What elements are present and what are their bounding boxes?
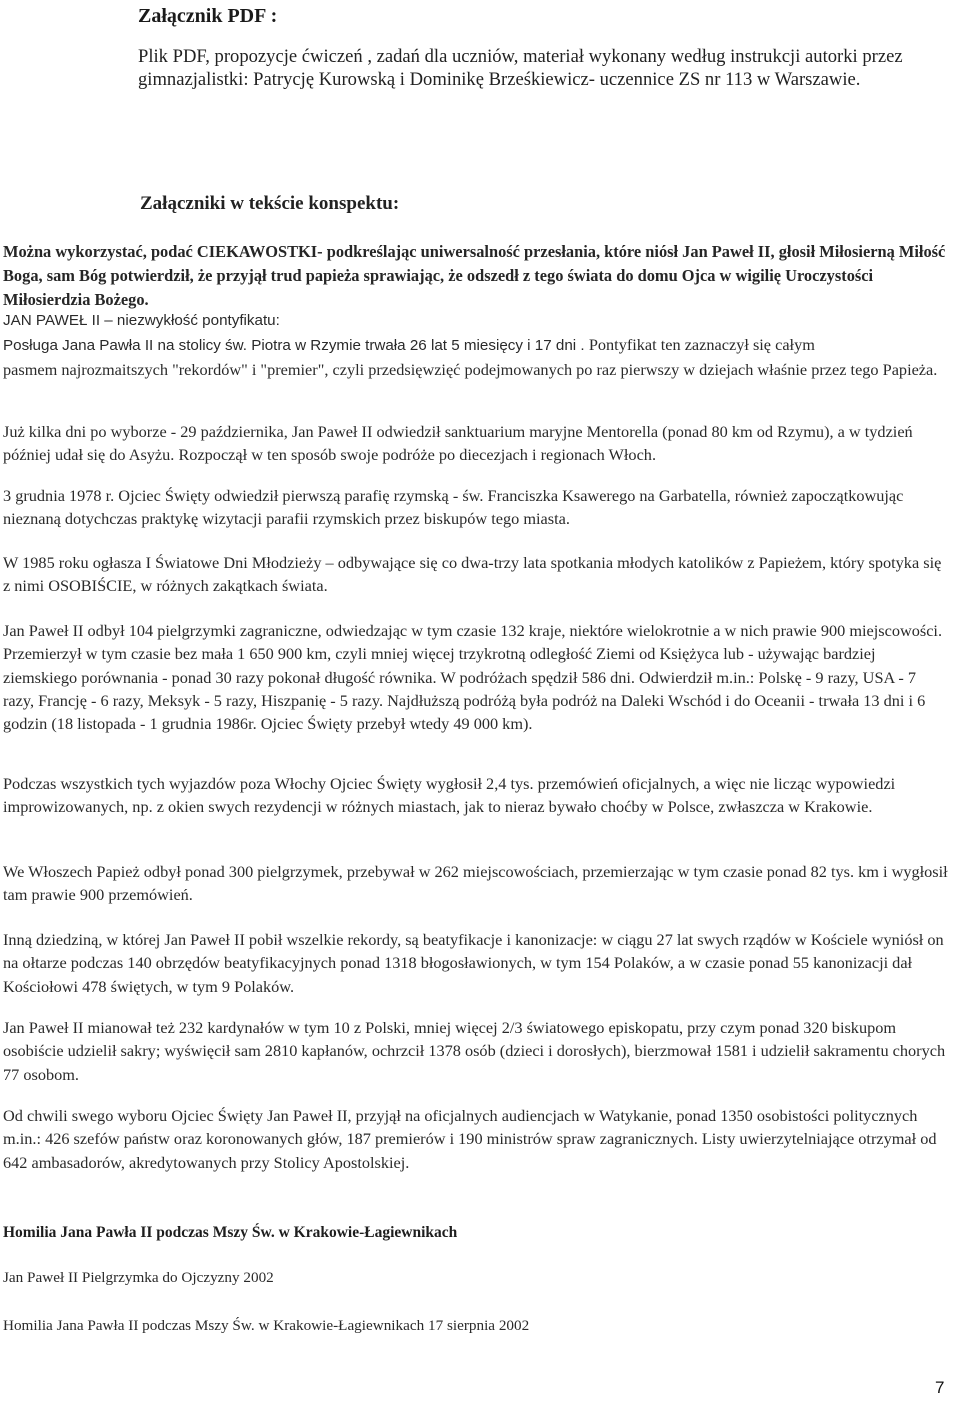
attachment-heading: Załącznik PDF : — [138, 5, 278, 27]
paragraph: We Włoszech Papież odbył ponad 300 pielgrzymek, przebywał w 262 miejscowościach, przemierzając w tym czasie ponad 82 tys. km i wygłosił tam prawie 900 przemówień. — [3, 862, 948, 905]
pontificate-duration-line — [3, 335, 815, 356]
intro-paragraph: Plik PDF, propozycje ćwiczeń , zadań dla uczniów, materiał wykonany według instrukcji autorki przez gimnazjalistki: Patrycję Kurowską i Dominikę Brześkiewicz- uczennice ZS nr 113 w Warszawie. — [138, 46, 903, 90]
section-heading: Załączniki w tekście konspektu: — [140, 193, 400, 214]
paragraph: Inną dziedziną, w której Jan Paweł II pobił wszelkie rekordy, są beatyfikacje i kanonizacje: w ciągu 27 lat swych rządów w Kościele wyniósł on na ołtarze podczas 140 obrzędów beatyfikacyjnych ponad 1318 błogosławionych, w tym 154 Polaków, a w czasie ponad 55 kanonizacji dał Kościołowi 478 świętych, w tym 9 Polaków. — [3, 930, 944, 996]
paragraph: Już kilka dni po wyborze - 29 października, Jan Paweł II odwiedził sanktuarium maryjne Mentorella (ponad 80 km od Rzymu), a w tydzień później udał się do Asyżu. Rozpoczął w ten sposób swoje podróże po diecezjach i regionach Włoch. — [3, 422, 913, 465]
paragraph: 3 grudnia 1978 r. Ojciec Święty odwiedził pierwszą parafię rzymską - św. Franciszka Ksawerego na Garbatella, również zapoczątkowując nieznaną dotychczas praktykę wizytacji parafii rzymskich przez biskupów tego miasta. — [3, 486, 904, 529]
pilgrimage-line: Jan Paweł II Pielgrzymka do Ojczyzny 2002 — [3, 1269, 274, 1286]
paragraph: W 1985 roku ogłasza I Światowe Dni Młodzieży – odbywające się co dwa-trzy lata spotkania młodych katolików z Papieżem, który spotyka się z nimi OSOBIŚCIE, w różnych zakątkach świata. — [3, 553, 942, 596]
pontificate-note-inline: Pontyfikat ten zaznaczył się całym — [588, 335, 815, 354]
paragraph: Podczas wszystkich tych wyjazdów poza Włochy Ojciec Święty wygłosił 2,4 tys. przemówień oficjalnych, a więc nie licząc wypowiedzi improwizowanych, np. z okien swych rezydencji w różnych miastach, jak to nieraz bywało choćby w Polsce, zwłaszcza w Krakowie. — [3, 774, 896, 817]
pontificate-records-paragraph: pasmem najrozmaitszych "rekordów" i "premier", czyli przedsięwzięć podejmowanych po raz pierwszy w dziejach właśnie przez tego Papieża. — [3, 360, 938, 379]
pontificate-heading: JAN PAWEŁ II – niezwykłość pontyfikatu: — [3, 312, 280, 329]
paragraph: Jan Paweł II mianował też 232 kardynałów w tym 10 z Polski, mniej więcej 2/3 światowego episkopatu, przy czym ponad 320 biskupom osobiście udzielił sakry; wyświęcił sam 2810 kapłanów, ochrzcił 1378 osób (dzieci i dorosłych), bierzmował 1581 i udzielił sakramentu chorych 77 osobom. — [3, 1018, 946, 1084]
homily-heading: Homilia Jana Pawła II podczas Mszy Św. w Krakowie-Łagiewnikach — [3, 1224, 458, 1241]
pontificate-duration-text: Posługa Jana Pawła II na stolicy św. Piotra w Rzymie trwała 26 lat 5 miesięcy i 17 dni . — [3, 337, 585, 354]
paragraph: Jan Paweł II odbył 104 pielgrzymki zagraniczne, odwiedzając w tym czasie 132 kraje, niektóre wielokrotnie a w nich prawie 900 miejscowości. Przemierzył w tym czasie bez mała 1 650 900 km, czyli mniej więcej trzykrotną odległość Ziemi od Księżyca lub - używając bardziej ziemskiego porównania - ponad 30 razy pokonał długość równika. W podróżach spędził 586 dni. Odwierdził m.in.: Polskę - 9 razy, USA - 7 razy, Francję - 6 razy, Meksyk - 5 razy, Hiszpanię - 5 razy. Najdłuższą podróżą była podróż na Daleki Wschód i do Oceanii - trwała 13 dni i 6 godzin (18 listopada - 1 grudnia 1986r. Ojciec Święty przebył wtedy 49 000 km). — [3, 621, 943, 734]
page-number: 7 — [935, 1378, 945, 1397]
homily-date-line: Homilia Jana Pawła II podczas Mszy Św. w Krakowie-Łagiewnikach 17 sierpnia 2002 — [3, 1317, 530, 1334]
highlight-paragraph: Można wykorzystać, podać CIEKAWOSTKI- podkreślając uniwersalność przesłania, które niósł Jan Paweł II, głosił Miłosierną Miłość Boga, sam Bóg potwierdził, że przyjął trud papieża sprawiając, że odszedł z tego świata do domu Ojca w wigilię Uroczystości Miłosierdzia Bożego. — [3, 242, 946, 309]
paragraph: Od chwili swego wyboru Ojciec Święty Jan Paweł II, przyjął na oficjalnych audiencjach w Watykanie, ponad 1350 osobistości politycznych m.in.: 426 szefów państw oraz koronowanych głów, 187 premierów i 190 ministrów spraw zagranicznych. Listy uwierzytelniające otrzymał od 642 ambasadorów, akredytowanych przy Stolicy Apostolskiej. — [3, 1106, 937, 1172]
